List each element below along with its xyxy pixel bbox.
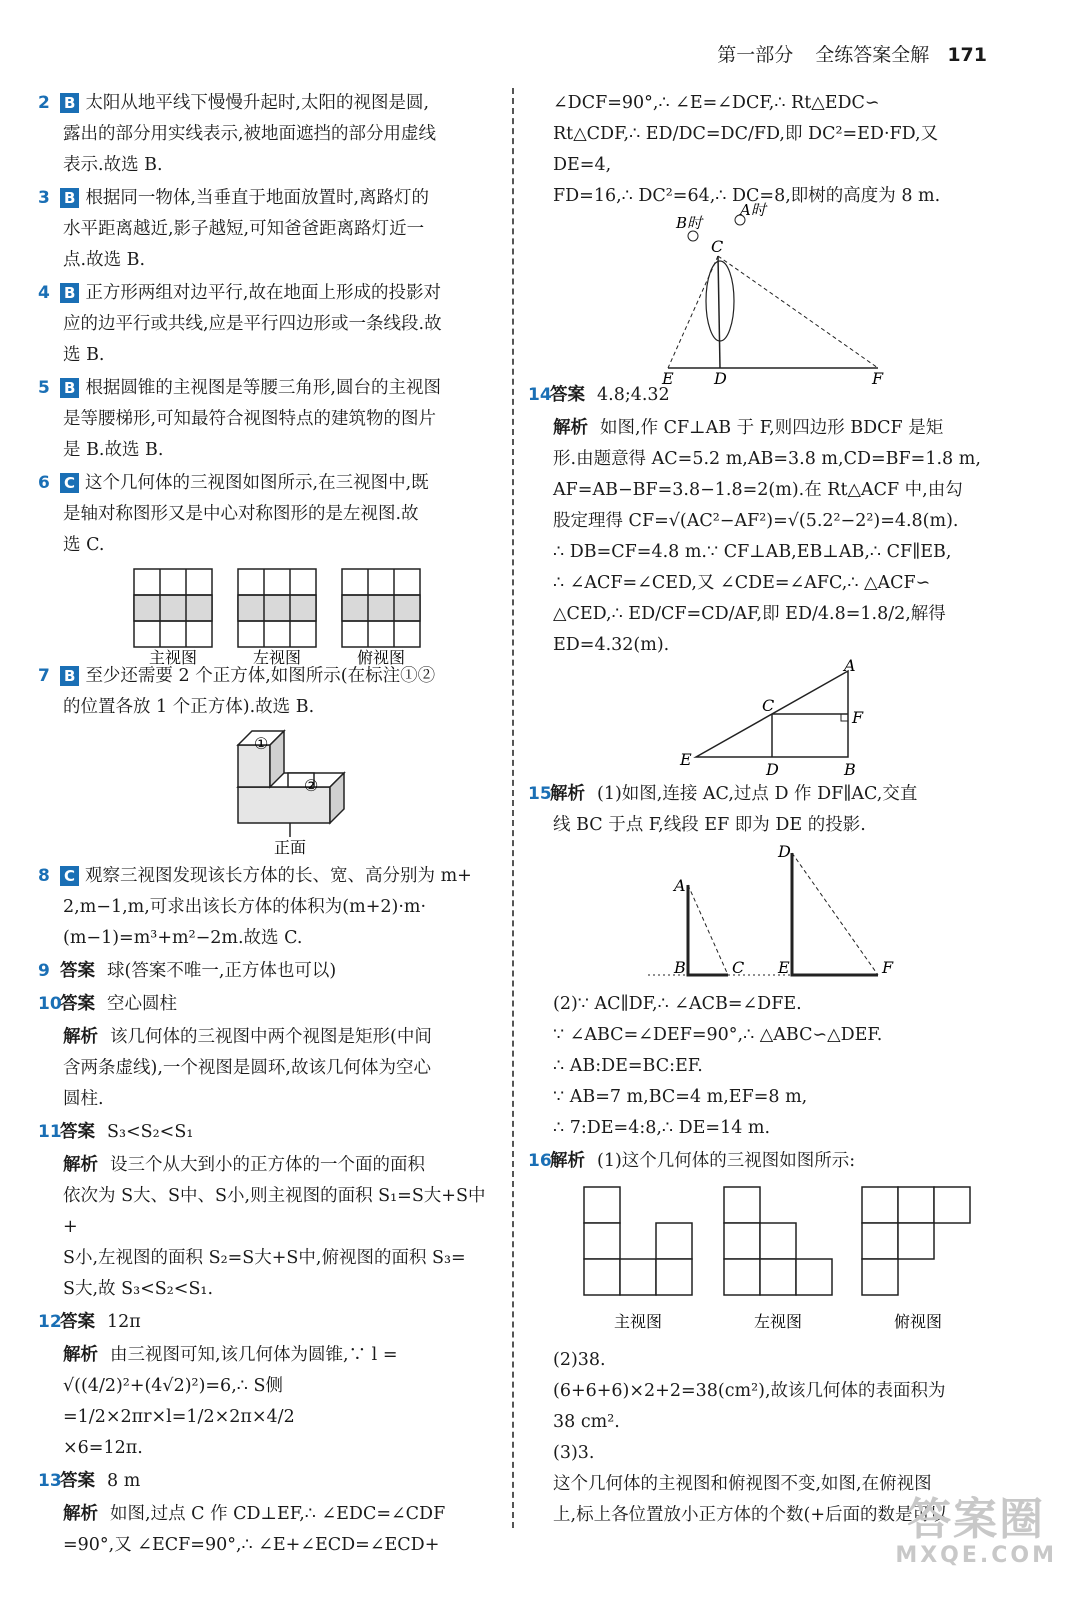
- answer-line: (6+6+6)×2+2=38(cm²),故该几何体的表面积为: [553, 1381, 946, 1401]
- answer-item: [38, 861, 500, 954]
- question-number: 6: [38, 473, 50, 493]
- answer-line: (2)∵ AC∥DF,∴ ∠ACB=∠DFE.: [553, 994, 802, 1014]
- q13-point-c: C: [711, 237, 724, 256]
- watermark: [895, 1496, 1057, 1568]
- answer-item: [38, 1499, 500, 1561]
- answer-line: 形.由题意得 AC=5.2 m,AB=3.8 m,CD=BF=1.8 m,: [553, 449, 981, 469]
- answer-line: 表示.故选 B.: [63, 155, 163, 175]
- q16-label-front: 主视图: [613, 1312, 663, 1331]
- question-number: 16: [528, 1151, 552, 1171]
- answer-line: 正方形两组对边平行,故在地面上形成的投影对: [85, 283, 441, 303]
- answer-line: (1)如图,连接 AC,过点 D 作 DF∥AC,交直: [597, 784, 918, 804]
- answer-line: 选 B.: [63, 345, 105, 365]
- question-number: 14: [528, 385, 552, 405]
- page-number: 171: [947, 44, 987, 66]
- answer-item: [38, 88, 500, 181]
- answer-line: =90°,又 ∠ECF=90°,∴ ∠E+∠ECD=∠ECD+: [63, 1535, 440, 1555]
- q15-point-d: D: [778, 842, 791, 861]
- answer-line: 这个几何体的主视图和俯视图不变,如图,在俯视图: [553, 1474, 932, 1494]
- right-column: [528, 88, 998, 1533]
- answer-line: Rt△CDF,∴ ED/DC=DC/FD,即 DC²=ED·FD,又 DE=4,: [553, 124, 939, 175]
- q13-label-b: B时: [676, 214, 703, 232]
- q15-point-c: C: [732, 958, 745, 977]
- answer-tag: 答案: [60, 1471, 95, 1491]
- answer-tag: 解析: [63, 1155, 98, 1175]
- answer-line: 线 BC 于点 F,线段 EF 即为 DE 的投影.: [553, 815, 866, 835]
- answer-line: 根据同一物体,当垂直于地面放置时,离路灯的: [85, 188, 430, 208]
- watermark-sub: MXQE.COM: [895, 1543, 1057, 1568]
- q13-point-e: E: [662, 369, 674, 388]
- answer-tag: 答案: [550, 385, 585, 405]
- q14-point-b: B: [844, 760, 856, 779]
- question-number: 10: [38, 994, 62, 1014]
- q14-point-f: F: [852, 708, 864, 727]
- answer-line: 由三视图可知,该几何体为圆锥,∵ l =: [110, 1345, 398, 1365]
- question-number: 3: [38, 188, 50, 208]
- question-number: 7: [38, 666, 50, 686]
- answer-line: 观察三视图发现该长方体的长、宽、高分别为 m+: [85, 866, 472, 886]
- answer-badge: B: [60, 188, 79, 208]
- q6-three-views-figure: [38, 565, 478, 667]
- answer-badge: B: [60, 666, 79, 686]
- answer-line: 是 B.故选 B.: [63, 440, 164, 460]
- question-number: 4: [38, 283, 50, 303]
- answer-line: 4.8;4.32: [597, 385, 670, 405]
- answer-line: S小,左视图的面积 S₂=S大+S中,俯视图的面积 S₃=: [63, 1248, 466, 1268]
- answer-line: ∵ ∠ABC=∠DEF=90°,∴ △ABC∽△DEF.: [553, 1025, 883, 1045]
- q14-point-a: A: [844, 656, 856, 675]
- answer-tag: 解析: [550, 1151, 585, 1171]
- answer-tag: 答案: [60, 961, 95, 981]
- answer-badge: C: [60, 473, 79, 493]
- q14-point-d: D: [766, 760, 779, 779]
- answer-tag: 解析: [63, 1504, 98, 1524]
- answer-line: 选 C.: [63, 535, 105, 555]
- answer-line: S₃<S₂<S₁: [107, 1122, 194, 1142]
- answer-line: 如图,过点 C 作 CD⊥EF,∴ ∠EDC=∠CDF: [110, 1504, 446, 1524]
- q16-label-top: 俯视图: [893, 1312, 943, 1331]
- answer-line: 圆柱.: [63, 1089, 104, 1109]
- answer-line: √((4/2)²+(4√2)²)=6,∴ S侧=1/2×2πr×l=1/2×2π×4/2: [63, 1376, 295, 1427]
- question-number: 9: [38, 961, 50, 981]
- question-number: 13: [38, 1471, 62, 1491]
- answer-tag: 解析: [63, 1345, 98, 1365]
- q7-caption: 正面: [273, 838, 307, 857]
- answer-line: (1)这个几何体的三视图如图所示:: [597, 1151, 856, 1171]
- q13-tree-figure: [528, 201, 988, 388]
- q14-point-e: E: [680, 750, 692, 769]
- answer-line: 含两条虚线),一个视图是圆环,故该几何体为空心: [63, 1058, 431, 1078]
- answer-line: (2)38.: [553, 1350, 606, 1370]
- answer-line: ∠DCF=90°,∴ ∠E=∠DCF,∴ Rt△EDC∽: [553, 93, 880, 113]
- answer-item: [528, 1146, 998, 1177]
- answer-item: [528, 380, 998, 411]
- q7-mark-2: ②: [304, 776, 319, 795]
- answer-tag: 解析: [63, 1027, 98, 1047]
- q16-three-views-figure: [528, 1181, 988, 1341]
- answer-line: AF=AB−BF=3.8−1.8=2(m).在 Rt△ACF 中,由勾: [553, 480, 963, 500]
- answer-item: [38, 1117, 500, 1148]
- answer-line: 空心圆柱: [107, 994, 177, 1014]
- question-number: 15: [528, 784, 552, 804]
- q15-point-f: F: [882, 958, 894, 977]
- header-title: 全练答案全解: [815, 44, 930, 66]
- q7-cube-figure: [38, 727, 478, 857]
- answer-line: 8 m: [107, 1471, 141, 1491]
- answer-line: 球(答案不唯一,正方体也可以): [107, 961, 337, 981]
- answer-item: [38, 1340, 500, 1464]
- q15-point-e: E: [778, 958, 790, 977]
- answer-line: 如图,作 CF⊥AB 于 F,则四边形 BDCF 是矩: [600, 418, 944, 438]
- q14-triangle-figure: [528, 656, 988, 779]
- answer-item: [38, 1307, 500, 1338]
- answer-line: 股定理得 CF=√(AC²−AF²)=√(5.2²−2²)=4.8(m).: [553, 511, 959, 531]
- answer-item: [38, 1022, 500, 1115]
- q13-point-d: D: [714, 369, 727, 388]
- page-header: [717, 40, 987, 67]
- answer-line: 至少还需要 2 个正方体,如图所示(在标注①②: [85, 666, 436, 686]
- q15-shadow-figure: [528, 842, 988, 985]
- question-number: 11: [38, 1122, 62, 1142]
- answer-line: 太阳从地平线下慢慢升起时,太阳的视图是圆,: [85, 93, 430, 113]
- q13-point-f: F: [872, 369, 884, 388]
- answer-line: 是等腰梯形,可知最符合视图特点的建筑物的图片: [63, 409, 437, 429]
- answer-line: S大,故 S₃<S₂<S₁.: [63, 1279, 214, 1299]
- answer-line: 该几何体的三视图中两个视图是矩形(中间: [110, 1027, 432, 1047]
- question-number: 2: [38, 93, 50, 113]
- answer-item: [38, 989, 500, 1020]
- answer-item: [528, 779, 998, 841]
- answer-item: [38, 956, 500, 987]
- answer-tag: 答案: [60, 994, 95, 1014]
- answer-line: 点.故选 B.: [63, 250, 146, 270]
- answer-badge: B: [60, 93, 79, 113]
- q15-point-b: B: [674, 958, 686, 977]
- answer-line: 根据圆锥的主视图是等腰三角形,圆台的主视图: [85, 378, 441, 398]
- answer-item: [38, 183, 500, 276]
- answer-item: [38, 373, 500, 466]
- left-column: [38, 88, 500, 1563]
- answer-badge: C: [60, 866, 79, 886]
- answer-tag: 解析: [550, 784, 585, 804]
- answer-line: 上,标上各位置放小正方体的个数(+后面的数是可以: [553, 1505, 948, 1525]
- answer-line: ∴ ∠ACF=∠CED,又 ∠CDE=∠AFC,∴ △ACF∽: [553, 573, 931, 593]
- answer-line: FD=16,∴ DC²=64,∴ DC=8,即树的高度为 8 m.: [553, 186, 941, 206]
- answer-line: ×6=12π.: [63, 1438, 143, 1458]
- answer-line: 2,m−1,m,可求出该长方体的体积为(m+2)·m·: [63, 897, 427, 917]
- answer-line: 露出的部分用实线表示,被地面遮挡的部分用虚线: [63, 124, 437, 144]
- answer-item: [528, 989, 998, 1144]
- answer-item: [38, 468, 500, 561]
- q6-label-left: 左视图: [252, 648, 302, 667]
- header-section: 第一部分: [717, 44, 794, 66]
- answer-tag: 解析: [553, 418, 588, 438]
- question-number: 12: [38, 1312, 62, 1332]
- answer-line: ∵ AB=7 m,BC=4 m,EF=8 m,: [553, 1087, 808, 1107]
- answer-line: 水平距离越近,影子越短,可知爸爸距离路灯近一: [63, 219, 425, 239]
- question-number: 5: [38, 378, 50, 398]
- watermark-main: 答案圈: [907, 1494, 1046, 1545]
- answer-line: 是轴对称图形又是中心对称图形的是左视图.故: [63, 504, 419, 524]
- answer-item: [528, 413, 998, 661]
- answer-line: 设三个从大到小的正方体的一个面的面积: [110, 1155, 425, 1175]
- q7-mark-1: ①: [254, 734, 269, 753]
- q16-label-left: 左视图: [753, 1312, 803, 1331]
- answer-badge: B: [60, 378, 79, 398]
- question-number: 8: [38, 866, 50, 886]
- q6-label-front: 主视图: [148, 648, 198, 667]
- answer-line: (3)3.: [553, 1443, 595, 1463]
- q13-label-a: A时: [740, 201, 766, 219]
- answer-line: △CED,∴ ED/CF=CD/AF,即 ED/4.8=1.8/2,解得 ED=4.32(m).: [553, 604, 946, 655]
- answer-line: 的位置各放 1 个正方体).故选 B.: [63, 697, 315, 717]
- answer-item: [528, 88, 998, 212]
- q15-point-a: A: [674, 876, 686, 895]
- answer-item: [38, 1466, 500, 1497]
- answer-line: ∴ 7:DE=4:8,∴ DE=14 m.: [553, 1118, 771, 1138]
- answer-line: (m−1)=m³+m²−2m.故选 C.: [63, 928, 303, 948]
- answer-line: ∴ AB:DE=BC:EF.: [553, 1056, 703, 1076]
- answer-item: [38, 278, 500, 371]
- column-divider: [512, 88, 514, 1528]
- answer-line: 应的边平行或共线,应是平行四边形或一条线段.故: [63, 314, 442, 334]
- answer-tag: 答案: [60, 1122, 95, 1142]
- answer-item: [38, 1150, 500, 1305]
- answer-badge: B: [60, 283, 79, 303]
- answer-line: ∴ DB=CF=4.8 m.∵ CF⊥AB,EB⊥AB,∴ CF∥EB,: [553, 542, 952, 562]
- answer-line: 这个几何体的三视图如图所示,在三视图中,既: [85, 473, 429, 493]
- answer-line: 12π: [107, 1312, 141, 1332]
- q14-point-c: C: [762, 696, 775, 715]
- answer-item: [38, 661, 500, 723]
- answer-tag: 答案: [60, 1312, 95, 1332]
- answer-line: 依次为 S大、S中、S小,则主视图的面积 S₁=S大+S中+: [63, 1186, 486, 1237]
- answer-line: 38 cm².: [553, 1412, 620, 1432]
- q6-label-top: 俯视图: [356, 648, 406, 667]
